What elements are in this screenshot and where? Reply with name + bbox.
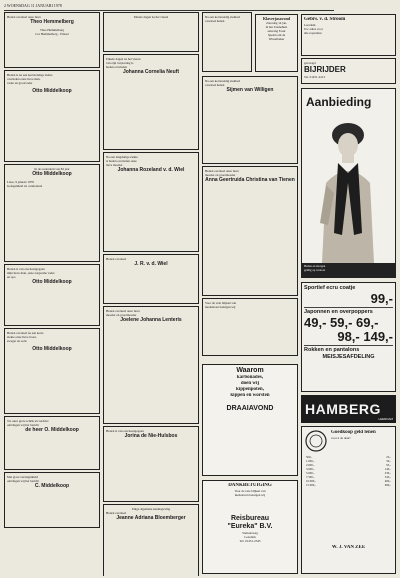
notice-name: C. Middelkoop bbox=[34, 483, 70, 489]
klaverjas-ad: Klaverjasavond Zaterdag 14 jan. in het Zonnehuis aanvang 8 uur Spelen om de Wisselbeker bbox=[255, 14, 298, 72]
coin-logo-icon bbox=[305, 430, 327, 452]
notice-name: Otto Middelkoop bbox=[32, 171, 72, 177]
aanbieding-title: Aanbieding bbox=[306, 95, 372, 109]
notice-name: Otto Middelkoop bbox=[32, 279, 72, 285]
notice-5: Heden overleed na een korte ziekte onze lieve broer, zwager en oom Otto Middelkoop bbox=[4, 328, 100, 414]
notice-9: Na een langdurige ziekte is heden overleden onze lieve moeder Johanna Rozeland v. d. Wiel bbox=[103, 152, 199, 252]
woman-photo-icon bbox=[312, 113, 382, 263]
notice-10: Heden overleed J. R. v. d. Wiel bbox=[103, 254, 199, 304]
notice-8: Enkele dagen na het vieren van zijn verjaardag is heden overleden Johanna Cornelia Neuft bbox=[103, 54, 199, 150]
notice-13: Enige algemene kennisgeving Heden overleed Jeanne Adriana Bloemberger bbox=[103, 504, 199, 576]
notice-name: Theo Hemmelberg bbox=[30, 19, 74, 25]
goedkoop-ad: Goedkoop geld lenen voor u de deur! 500,- 25,- 1.000,- 50,- 2.000,- 95,- 3.000,- 140,- 5.000,- 230,- 7.500,- 345,- 10.000,- 460,- 15.000,- 690,- W. J. VAN ZEE bbox=[301, 426, 396, 574]
notice-15: Na een kortstondig ziekbed overleed heden Sijmen van Willigen bbox=[202, 76, 298, 164]
page-header: 2 WOENSDAG 11 JANUARI 1978 bbox=[4, 2, 334, 11]
notice-name: Johanna Rozeland v. d. Wiel bbox=[117, 167, 185, 173]
eureka-ad: DANKBETUIGING Voor de vele blijken van medeleven betuigen wij Reisbureau "Eureka" B.V. Stationsweg Leerdam Tel. 01451-2345 bbox=[202, 480, 298, 574]
notice-12: Heden is van ons heengegaan Jorina de Nie-Hulsbos bbox=[103, 426, 199, 502]
notice-name: Anna Geertruida Christina van Tienen bbox=[205, 177, 295, 183]
notice-name: Otto Middelkoop bbox=[32, 346, 72, 352]
notice-3: In de ouderdom van 82 jaar Otto Middelkoop Lisse, 9 januari 1978 Gelegenheid tot condoleren bbox=[4, 164, 100, 262]
aanbieding-ad bbox=[301, 88, 396, 278]
loan-table: 500,- 25,- 1.000,- 50,- 2.000,- 95,- 3.000,- 140,- 5.000,- 230,- 7.500,- 345,- 10.000,- 460,- 15.000,- 690,- bbox=[306, 455, 391, 487]
notice-name: Joelene Johanna Lenteris bbox=[120, 317, 182, 323]
notice-name: Johanna Cornelia Neuft bbox=[122, 69, 180, 75]
notice-4: Heden is van ons heengegaan mijn lieve man, onze zorgzame vader en opa Otto Middelkoop bbox=[4, 264, 100, 326]
notice-17: Voor de vele blijken van medeleven betuigen wij bbox=[202, 298, 298, 356]
notice-11: Heden overleed onze lieve moeder en grootmoeder Joelene Johanna Lenteris bbox=[103, 306, 199, 424]
aanbieding-footer: Heden en morgen geldig op vertoon bbox=[302, 263, 395, 277]
bijrijder-ad: gevraagd BIJRIJDER Tel. 01451-2213 bbox=[301, 58, 396, 84]
notice-7: Met grote verslagenheid ontvingen wij het bericht C. Middelkoop bbox=[4, 472, 100, 528]
column-2 bbox=[103, 12, 199, 576]
notice-1: Heden overleed onze lieve Theo Hemmelberg Theo Hemmelberg Cor Hemmelberg - Wiesel bbox=[4, 12, 100, 68]
notice-2: Heden is na een kortstondige ziekte overleden onze lieve man, vader en grootvader Otto Middelkoop bbox=[4, 70, 100, 162]
stroom-ad: Gebrs. v. d. Stroom Leerdam Uw adres voor alle reparaties bbox=[301, 14, 396, 56]
column-1 bbox=[4, 12, 100, 576]
draaiavond-ad: Waarom karbonades, doen wij kippenpoten, kippen en worsten DRAAIAVOND bbox=[202, 364, 298, 476]
sportief-ad: Sportief ecru coatje 99,- Japonnen en overpoppers 49,- 59,- 69,- 98,- 149,- Rokken en pantalons MEISJESAFDELING bbox=[301, 282, 396, 392]
notice-14: Na een kortstondig ziekbed overleed heden bbox=[202, 12, 252, 72]
hamberg-ad: HAMBERG LEERDAM bbox=[301, 395, 396, 423]
notice-small: Enkele dagen na het vieren bbox=[103, 12, 199, 52]
column-3 bbox=[202, 76, 298, 360]
notice-name: Jorina de Nie-Hulsbos bbox=[124, 433, 178, 439]
notice-name: Sijmen van Willigen bbox=[226, 87, 274, 93]
notice-name: de heer O. Middelkoop bbox=[25, 427, 79, 433]
notice-6: Tot onze grote schrik en verdriet ontvingen wij het bericht de heer O. Middelkoop bbox=[4, 416, 100, 470]
notice-name: Jeanne Adriana Bloemberger bbox=[116, 515, 186, 521]
notice-16: Heden overleed onze lieve moeder en grootmoeder Anna Geertruida Christina van Tienen bbox=[202, 166, 298, 296]
notice-name: J. R. v. d. Wiel bbox=[134, 261, 168, 267]
notice-name: Otto Middelkoop bbox=[32, 88, 72, 94]
